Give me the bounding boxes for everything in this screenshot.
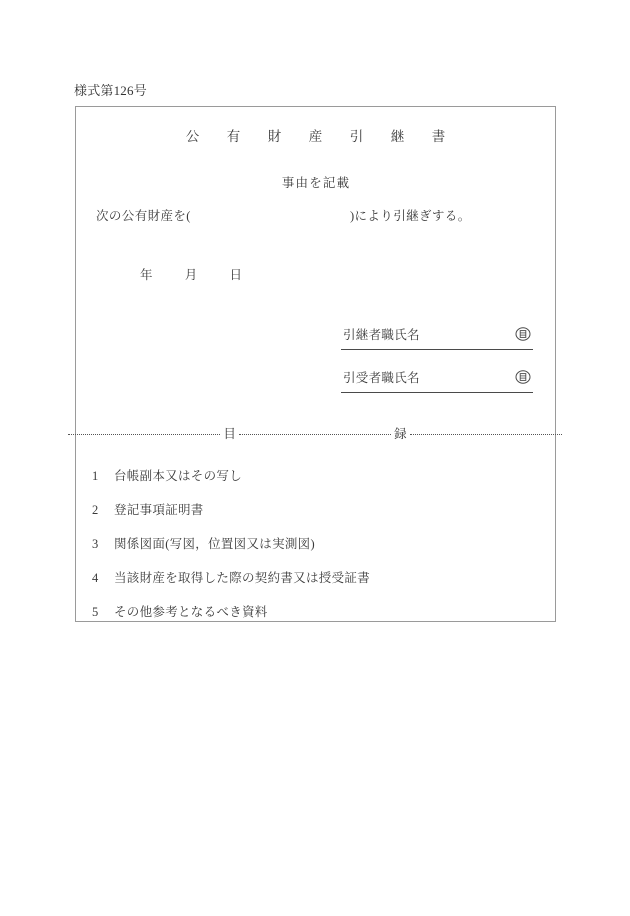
divider-dots-middle [239,434,391,435]
list-item-number: 1 [92,469,99,483]
divider-dots-left [68,434,220,435]
signature-label-receiver: 引受者職氏名 [343,370,420,385]
seal-stamp-icon [515,327,531,341]
form-number-label: 様式第126号 [74,83,147,98]
list-item-number: 3 [92,537,99,551]
list-item-number: 4 [92,571,99,585]
divider-char-roku: 録 [394,427,407,441]
signature-block [341,320,533,406]
signature-row-receiver[interactable] [341,363,533,393]
list-item [92,568,512,586]
list-item [92,534,512,552]
date-day-label: 日 [229,268,243,282]
date-year-label: 年 [140,268,153,282]
statement-prefix: 次の公有財産を( [96,209,191,223]
date-line [140,265,242,283]
divider-char-moku: 目 [223,427,236,441]
list-item-label: 当該財産を取得した際の契約書又は授受証書 [114,571,371,585]
list-item-label: その他参考となるべき資料 [114,605,268,619]
transfer-statement [96,206,471,224]
list-item-number: 5 [92,605,99,619]
reason-note: 事由を記載 [281,176,351,190]
catalog-divider [68,428,562,441]
list-item [92,466,512,484]
list-item [92,500,512,518]
signature-label-transferor: 引継者職氏名 [343,327,420,342]
divider-dots-right [410,434,562,435]
attachment-item-list [92,466,512,636]
list-item-label: 関係図面(写図，位置図又は実測図) [114,537,315,551]
seal-stamp-icon [515,370,531,384]
list-item-label: 登記事項証明書 [114,503,204,517]
list-item-number: 2 [92,503,99,517]
signature-row-transferor[interactable] [341,320,533,350]
statement-suffix: )により引継ぎする。 [349,209,471,223]
list-item [92,602,512,620]
date-month-label: 月 [184,268,198,282]
page-title: 公 有 財 産 引 継 書 [185,129,453,144]
list-item-label: 台帳副本又はその写し [114,469,243,483]
